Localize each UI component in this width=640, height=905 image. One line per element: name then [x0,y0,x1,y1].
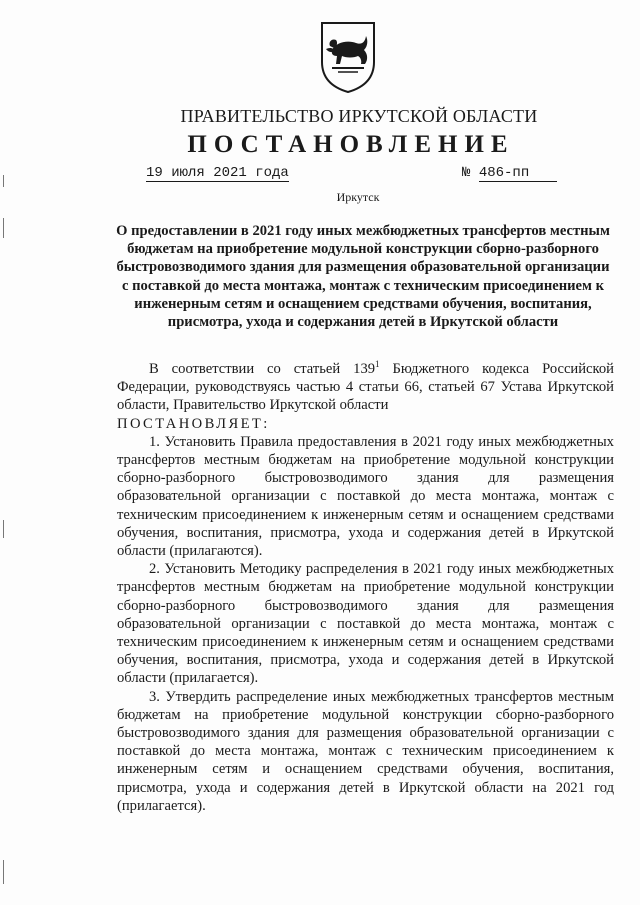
number-prefix: № [462,165,471,181]
scan-edge-mark [3,218,4,238]
list-item [117,688,614,815]
document-title: О предоставлении в 2021 году иных межбюджетных трансфертов местным бюджетам на приобретение модульной конструкции сборно-разборного быстровозводимого здания для размещения образовательной организации с поставкой до места монтажа, монтаж с техническим присоединением к инженерным сетям и оснащением средствами обучения, воспитания, присмотра, ухода и содержания детей в Иркутской области [116,223,610,331]
scan-edge-mark [3,520,4,538]
item-number: 3. [149,688,160,705]
preamble-text: В соответствии со статьей 139 [149,361,376,377]
date-value: 19 июля 2021 года [146,165,289,181]
list-item [117,560,614,687]
document-date [146,165,289,182]
preamble-paragraph [117,360,614,415]
document-type: ПОСТАНОВЛЕНИЕ [187,131,515,158]
scan-edge-mark [3,175,4,187]
list-item [117,433,614,560]
preamble-text-cont: Бюджетного кодекса Российской Федерации, руководствуясь частью 4 статьи 66, статьей 67 Устава Иркутской области, Правительство Иркутской области [117,361,614,414]
number-value: 486-пп [479,165,557,182]
item-number: 2. [149,561,160,578]
government-name: ПРАВИТЕЛЬСТВО ИРКУТСКОЙ ОБЛАСТИ [180,106,538,126]
preamble-superscript: 1 [375,359,380,370]
item-text: Установить Методику распределения в 2021 году иных межбюджетных трансфертов местным бюджетам на приобретение модульной конструкции сборно-разборного быстровозводимого здания для размещения образовательной организации с поставкой до места монтажа, монтаж с техническим присоединением к инженерным сетям и оснащением средствами обучения, воспитания, присмотра, ухода и содержания детей в Иркутской области (прилагается). [117,561,614,687]
document-body [117,360,614,815]
irkutsk-coat-of-arms-icon [318,20,378,94]
item-text: Установить Правила предоставления в 2021 году иных межбюджетных трансфертов местным бюджетам на приобретение модульной конструкции сборно-разборного быстровозводимого здания для размещения образовательной организации с поставкой до места монтажа, монтаж с техническим присоединением к инженерным сетям и оснащением средствами обучения, воспитания, присмотра, ухода и содержания детей в Иркутской области (прилагаются). [117,433,614,560]
item-text: Утвердить распределение иных межбюджетных трансфертов местным бюджетам на приобретение модульной конструкции сборно-разборного быстровозводимого здания для размещения образовательной организации с поставкой до места монтажа, монтаж с техническим присоединением к инженерным сетям и оснащением средствами обучения, воспитания, присмотра, ухода и содержания детей в Иркутской области на 2021 год (прилагается). [117,688,614,814]
document-number [462,165,557,182]
item-number: 1. [149,433,160,450]
scan-edge-mark [3,860,4,884]
document-city: Иркутск [336,190,380,204]
resolves-heading: ПОСТАНОВЛЯЕТ: [117,415,270,432]
